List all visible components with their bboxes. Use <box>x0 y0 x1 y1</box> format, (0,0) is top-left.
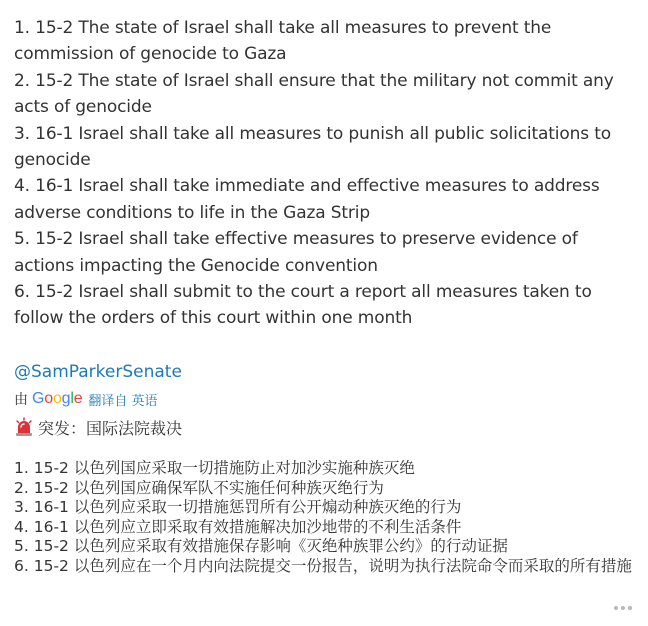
dot <box>628 606 632 610</box>
logo-letter: l <box>70 390 74 407</box>
list-item: 2. 15-2 The state of Israel shall ensure that the military not commit any acts of genocide <box>14 70 614 118</box>
list-item: 2. 15-2 以色列国应确保军队不实施任何种族灭绝行为 <box>14 478 384 497</box>
mention-link[interactable]: @SamParkerSenate <box>14 362 182 382</box>
logo-letter: o <box>52 390 62 407</box>
list-item: 5. 15-2 Israel shall take effective measures to preserve evidence of actions impacting the Genocide convention <box>14 229 578 276</box>
logo-letter: e <box>73 390 83 407</box>
list-item: 6. 15-2 Israel shall submit to the court a report all measures taken to follow the orders of this court within one month <box>14 282 592 329</box>
list-item: 5. 15-2 以色列应采取有效措施保存影响《灭绝种族罪公约》的行动证据 <box>14 537 508 555</box>
logo-letter: o <box>44 390 53 407</box>
list-item: 3. 16-1 Israel shall take all measures to punish all public solicitations to genocide <box>14 123 611 171</box>
list-item: 6. 15-2 以色列应在一个月内向法院提交一份报告，说明为执行法院命令而采取的所有措施 <box>14 556 632 575</box>
translated-headline <box>14 414 182 440</box>
list-item: 3. 16-1 以色列应采取一切措施惩罚所有公开煽动种族灭绝的行为 <box>14 498 462 516</box>
logo-letter: g <box>61 390 71 407</box>
translation-attribution <box>14 388 158 410</box>
more-dots-icon[interactable] <box>614 606 632 610</box>
logo-letter: G <box>32 390 45 407</box>
police-siren-icon <box>14 417 34 437</box>
translated-from-link[interactable]: 翻译自 英语 <box>88 393 158 409</box>
headline-text: 突发：国际法院裁决 <box>38 418 183 438</box>
post-english-text <box>14 15 639 332</box>
list-item: 4. 16-1 Israel shall take immediate and effective measures to address adverse conditions to life in the Gaza Strip <box>14 176 600 223</box>
dot <box>614 606 618 610</box>
google-logo <box>32 390 82 408</box>
list-item: 1. 15-2 以色列国应采取一切措施防止对加沙实施种族灭绝 <box>14 459 415 477</box>
translated-chinese-text <box>14 459 639 576</box>
list-item: 1. 15-2 The state of Israel shall take all measures to prevent the commission of genocide to Gaza <box>14 18 552 65</box>
list-item: 4. 16-1 以色列应立即采取有效措施解决加沙地带的不利生活条件 <box>14 517 462 536</box>
translated-by-label: 由 <box>14 392 28 408</box>
dot <box>621 606 625 610</box>
